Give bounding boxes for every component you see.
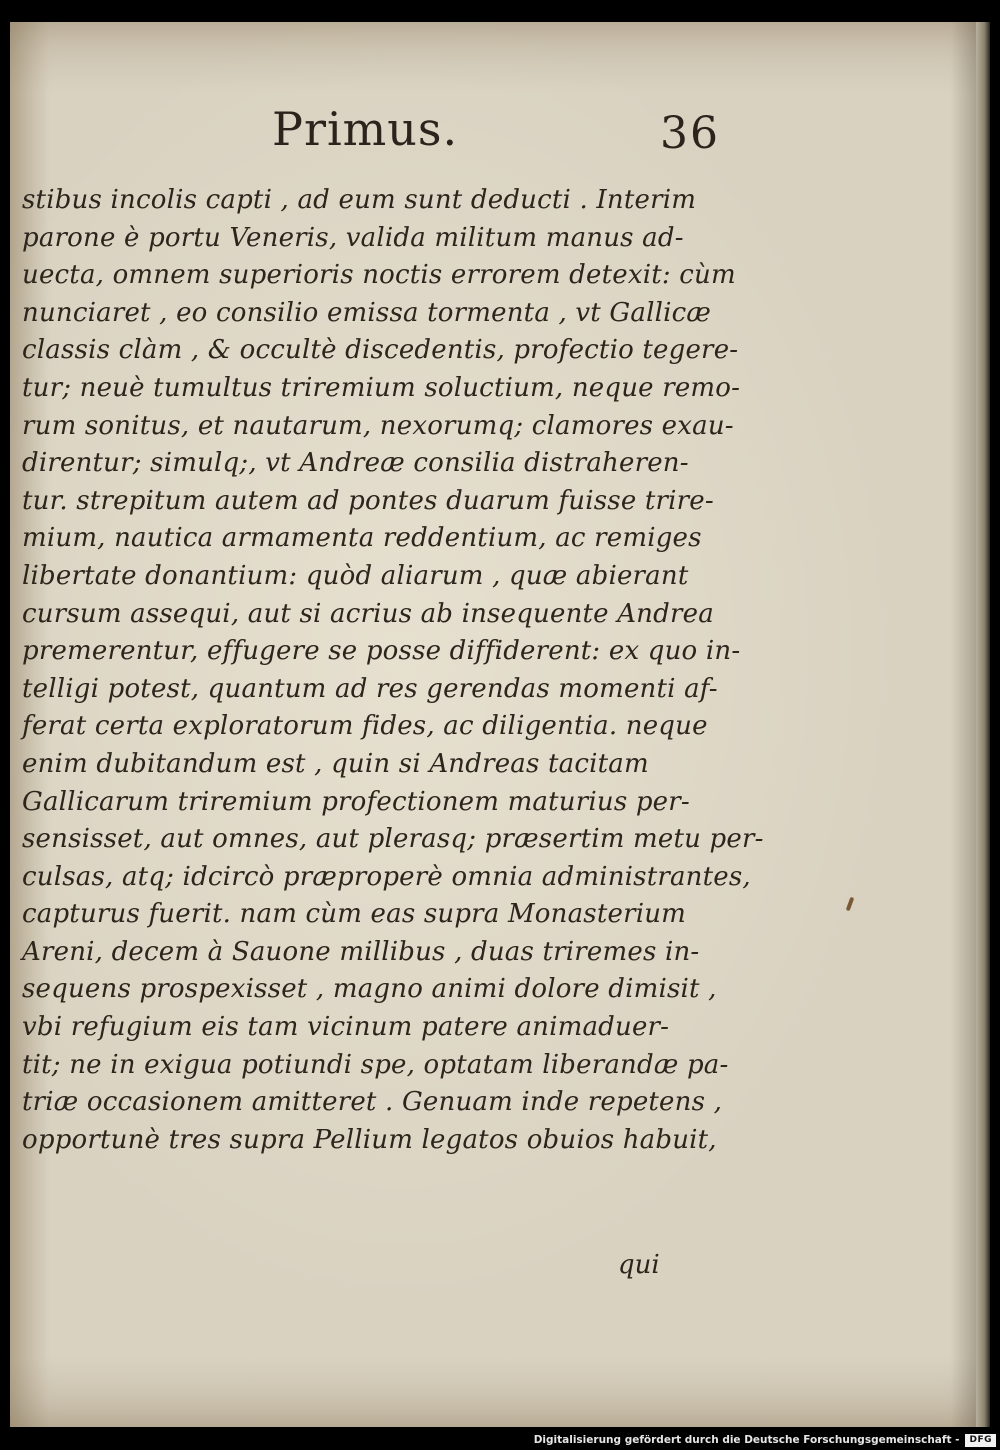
book-page <box>10 22 990 1427</box>
text-line: tur. strepitum autem ad pontes duarum fuisse trire- <box>22 485 714 516</box>
text-line: classis clàm , & occultè discedentis, profectio tegere- <box>22 335 739 366</box>
text-line: sequens prospexisset , magno animi dolore dimisit , <box>22 974 717 1005</box>
text-line: opportunè tres supra Pellium legatos obuios habuit, <box>22 1124 717 1155</box>
text-line: capturus fuerit. nam cùm eas supra Monasterium <box>22 899 687 930</box>
text-line: libertate donantium: quòd aliarum , quæ abierant <box>22 560 689 591</box>
body-text <box>22 182 764 1159</box>
text-line: Gallicarum triremium profectionem maturius per- <box>22 786 690 817</box>
dfg-logo-icon: DFG <box>965 1434 996 1447</box>
text-line: direntur; simulq;, vt Andreæ consilia distraheren- <box>22 448 689 479</box>
catchword: qui <box>618 1250 660 1280</box>
text-line: vbi refugium eis tam vicinum patere animaduer- <box>22 1012 670 1043</box>
text-line: rum sonitus, et nautarum, nexorumq; clamores exau- <box>22 410 734 441</box>
text-line: uecta, omnem superioris noctis errorem detexit: cùm <box>22 260 736 291</box>
page-header <box>10 102 990 172</box>
text-line: telligi potest, quantum ad res gerendas momenti af- <box>22 673 718 704</box>
text-line: parone è portu Veneris, valida militum manus ad- <box>22 222 684 253</box>
text-line: premerentur, effugere se posse diffiderent: ex quo in- <box>22 636 741 667</box>
funding-credit: Digitalisierung gefördert durch die Deutsche Forschungsgemeinschaft - <box>533 1434 960 1446</box>
text-line: mium, nautica armamenta reddentium, ac remiges <box>22 523 702 554</box>
page-gutter <box>976 22 990 1427</box>
text-line: Areni, decem à Sauone millibus , duas triremes in- <box>22 936 700 967</box>
text-line: nunciaret , eo consilio emissa tormenta , vt Gallicæ <box>22 297 712 328</box>
text-line: tit; ne in exigua potiundi spe, optatam liberandæ pa- <box>22 1049 729 1080</box>
text-line: culsas, atq; idcircò præproperè omnia administrantes, <box>22 861 751 892</box>
text-line: sensisset, aut omnes, aut plerasq; præsertim metu per- <box>22 824 764 855</box>
running-head: Primus. <box>272 102 459 156</box>
ink-mark <box>846 897 855 912</box>
text-line: enim dubitandum est , quin si Andreas tacitam <box>22 748 649 779</box>
text-line: ferat certa exploratorum fides, ac diligentia. neque <box>22 711 708 742</box>
text-line: stibus incolis capti , ad eum sunt deducti . Interim <box>22 185 697 215</box>
page-number: 36 <box>660 108 720 159</box>
text-line: triæ occasionem amitteret . Genuam inde repetens , <box>22 1087 723 1118</box>
digitization-footer <box>534 1432 996 1448</box>
text-line: tur; neuè tumultus triremium soluctium, neque remo- <box>22 372 741 403</box>
text-line: cursum assequi, aut si acrius ab insequente Andrea <box>22 598 714 629</box>
